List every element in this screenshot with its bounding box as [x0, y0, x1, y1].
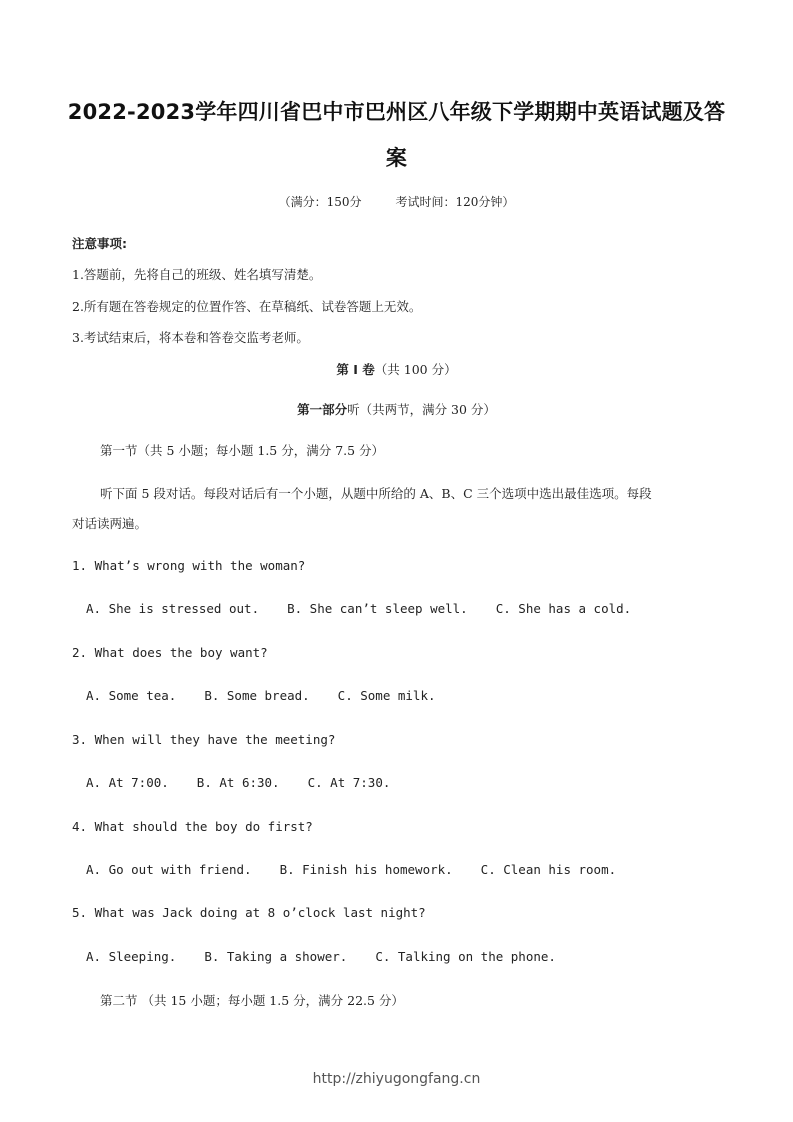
- footer-url[interactable]: http://zhiyugongfang.cn: [312, 1071, 481, 1087]
- question-1-option-b: B. She can’t sleep well.: [287, 601, 468, 616]
- exam-info: [0, 193, 793, 210]
- question-3-option-a: A. At 7:00.: [86, 775, 169, 790]
- question-5-option-a: A. Sleeping.: [86, 949, 177, 964]
- question-3-option-c: C. At 7:30.: [307, 775, 391, 790]
- notice-heading: 注意事项:: [72, 236, 127, 251]
- question-5-option-c: C. Talking on the phone.: [375, 949, 556, 964]
- question-1-option-a: A. She is stressed out.: [86, 601, 260, 616]
- page-title-line-1: 2022-2023学年四川省巴中市巴州区八年级下学期期中英语试题及答: [67, 100, 726, 124]
- question-5-stem: 5. What was Jack doing at 8 o’clock last night?: [72, 905, 426, 920]
- volume-title: [0, 360, 793, 378]
- part-title-rest: 听（共两节，满分 30 分）: [347, 402, 496, 417]
- notice-item-3: 3.考试结束后，将本卷和答卷交监考老师。: [72, 330, 309, 345]
- section-1-heading: 第一节（共 5 小题；每小题 1.5 分，满分 7.5 分）: [100, 443, 385, 458]
- question-2-stem: 2. What does the boy want?: [72, 645, 268, 660]
- question-2-options: [86, 688, 436, 703]
- question-5-option-b: B. Taking a shower.: [204, 949, 348, 964]
- notice-item-2: 2.所有题在答卷规定的位置作答、在草稿纸、试卷答题上无效。: [72, 299, 422, 314]
- question-3-options: [86, 775, 390, 790]
- volume-title-rest: （共 100 分）: [374, 362, 457, 377]
- question-3-option-b: B. At 6:30.: [196, 775, 280, 790]
- exam-score: （满分：150分: [278, 195, 362, 209]
- question-4-option-a: A. Go out with friend.: [86, 862, 252, 877]
- question-5-options: [86, 949, 556, 964]
- question-4-stem: 4. What should the boy do first?: [72, 819, 313, 834]
- page-title-line-2: 案: [385, 146, 408, 170]
- volume-title-bold: 第 I 卷: [336, 362, 375, 377]
- question-2-option-c: C. Some milk.: [337, 688, 436, 703]
- section-2-heading: 第二节 （共 15 小题；每小题 1.5 分，满分 22.5 分）: [100, 993, 404, 1008]
- section-1-instruction-line-2: 对话读两遍。: [72, 516, 148, 531]
- section-1-instruction-line-1: 听下面 5 段对话。每段对话后有一个小题，从题中所给的 A、B、C 三个选项中选出最佳选项。每段: [100, 486, 652, 501]
- question-4-option-c: C. Clean his room.: [480, 862, 617, 877]
- exam-time: 考试时间：120分钟）: [395, 195, 515, 209]
- question-2-option-b: B. Some bread.: [204, 688, 310, 703]
- question-4-options: [86, 862, 616, 877]
- question-1-stem: 1. What’s wrong with the woman?: [72, 558, 306, 573]
- question-1-option-c: C. She has a cold.: [495, 601, 632, 616]
- question-4-option-b: B. Finish his homework.: [279, 862, 453, 877]
- part-title-bold: 第一部分: [297, 402, 348, 417]
- question-2-option-a: A. Some tea.: [86, 688, 177, 703]
- question-3-stem: 3. When will they have the meeting?: [72, 732, 336, 747]
- notice-item-1: 1.答题前，先将自己的班级、姓名填写清楚。: [72, 267, 322, 282]
- question-1-options: [86, 601, 631, 616]
- part-title: [0, 400, 793, 418]
